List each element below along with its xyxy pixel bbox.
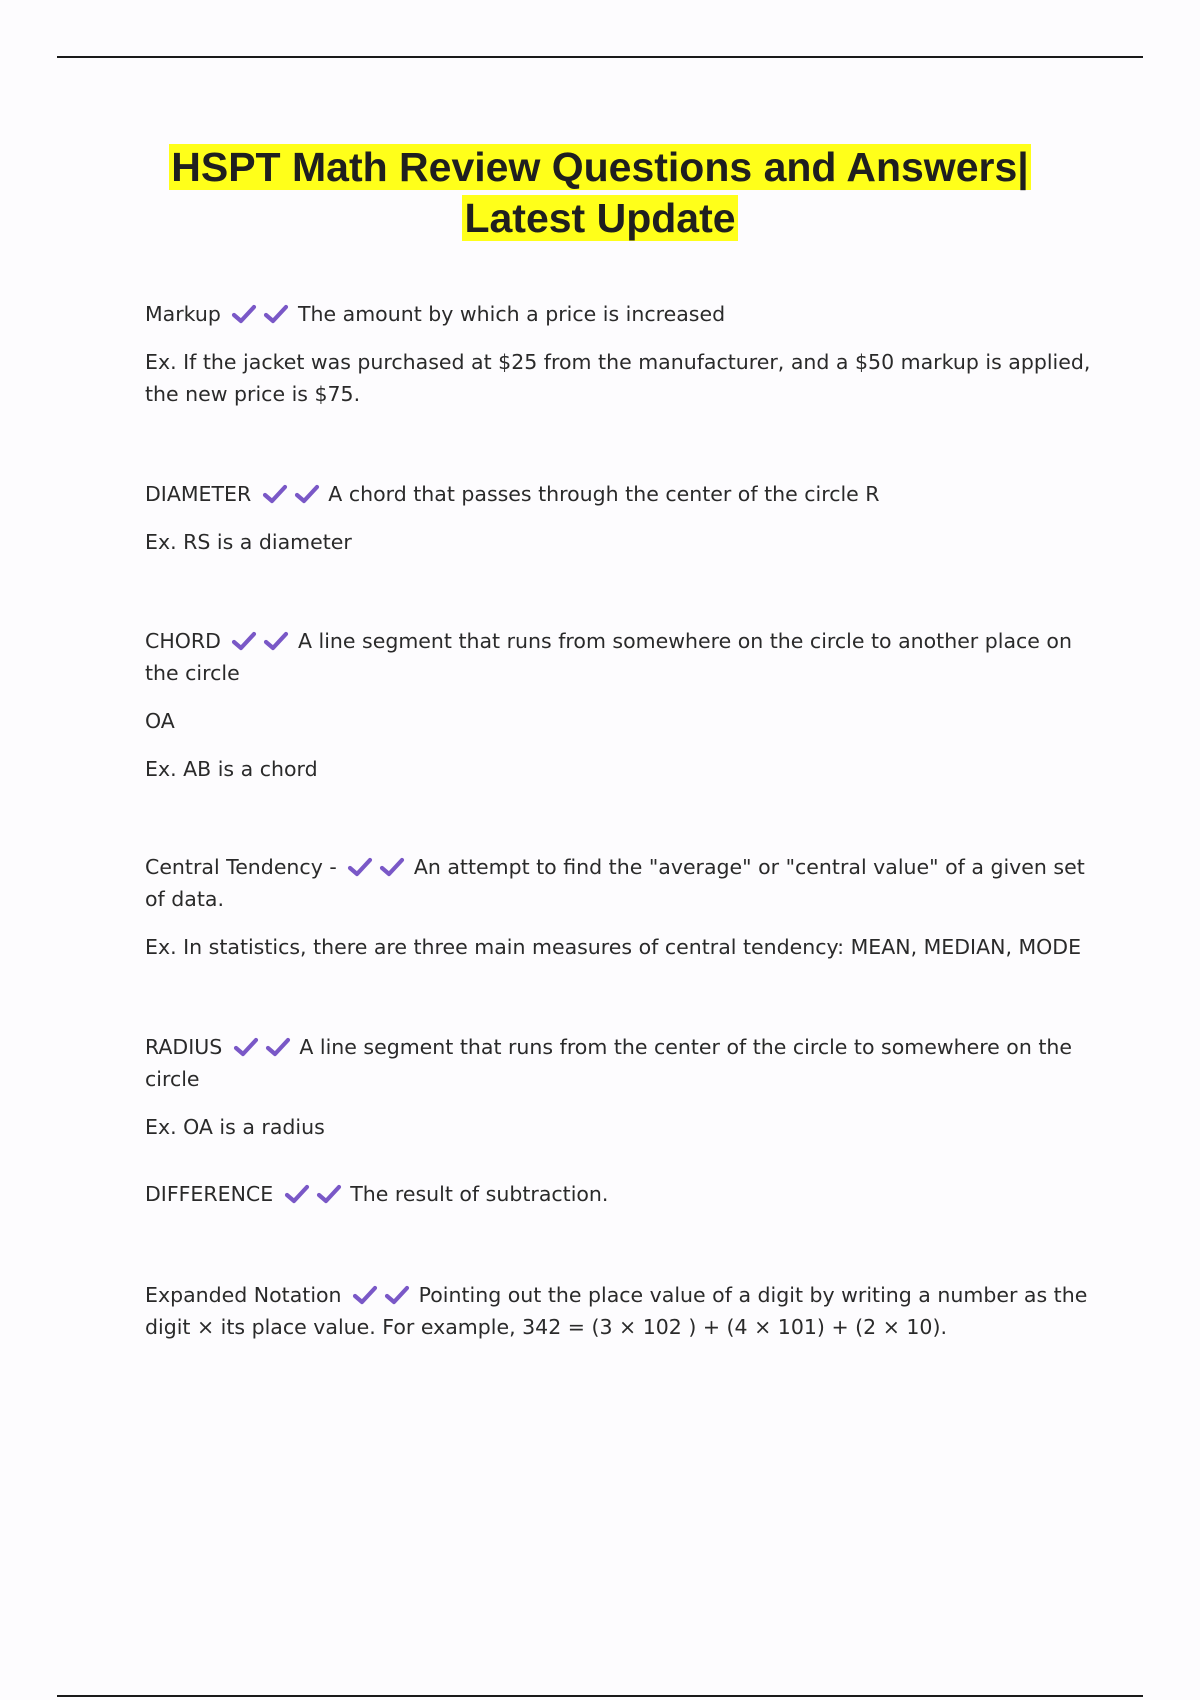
entry-term: DIAMETER bbox=[145, 482, 252, 506]
check-mark-icon bbox=[265, 1037, 291, 1057]
entry-definition: A line segment that runs from the center of the circle to somewhere on the circle bbox=[145, 1035, 1073, 1091]
check-mark-icon bbox=[231, 631, 257, 651]
entry-term-line bbox=[145, 1178, 1095, 1210]
check-mark-icon bbox=[379, 857, 405, 877]
check-mark-icon bbox=[294, 484, 320, 504]
check-mark-icon bbox=[231, 304, 257, 324]
entry-term: DIFFERENCE bbox=[145, 1182, 274, 1206]
entry-term: CHORD bbox=[145, 629, 221, 653]
entry-term: Central Tendency - bbox=[145, 855, 337, 879]
check-mark-icon bbox=[284, 1184, 310, 1204]
entry-term-line bbox=[145, 625, 1095, 689]
check-mark-icon bbox=[347, 857, 373, 877]
check-mark-icon bbox=[316, 1184, 342, 1204]
bottom-rule bbox=[57, 1695, 1143, 1697]
check-mark-icon bbox=[263, 304, 289, 324]
title-line-1: HSPT Math Review Questions and Answers| bbox=[171, 144, 1029, 190]
title-line-2: Latest Update bbox=[464, 195, 736, 241]
entry-definition: The result of subtraction. bbox=[350, 1182, 609, 1206]
entry-term: RADIUS bbox=[145, 1035, 223, 1059]
document-title bbox=[100, 142, 1100, 244]
entry-example: Ex. RS is a diameter bbox=[145, 530, 352, 554]
glossary-entry-difference bbox=[145, 1178, 1095, 1210]
glossary-entry-central-tendency bbox=[145, 851, 1095, 963]
entry-term-line bbox=[145, 1031, 1095, 1095]
check-mark-icon bbox=[263, 631, 289, 651]
entry-example: Ex. OA is a radius bbox=[145, 1115, 325, 1139]
glossary-entry-diameter bbox=[145, 478, 1095, 558]
entry-term-line bbox=[145, 298, 1095, 330]
check-mark-icon bbox=[384, 1285, 410, 1305]
top-rule bbox=[57, 56, 1143, 58]
entry-note: OA bbox=[145, 709, 175, 733]
entry-example: Ex. In statistics, there are three main measures of central tendency: MEAN, MEDIAN, MODE bbox=[145, 935, 1082, 959]
glossary-entry-radius bbox=[145, 1031, 1095, 1143]
entry-example: Ex. If the jacket was purchased at $25 from the manufacturer, and a $50 markup is applied, the new price is $75. bbox=[145, 350, 1091, 406]
entry-term-line bbox=[145, 478, 1095, 510]
entry-definition: An attempt to find the "average" or "central value" of a given set of data. bbox=[145, 855, 1085, 911]
glossary-entry-chord bbox=[145, 625, 1095, 785]
glossary-entry-expanded-notation bbox=[145, 1279, 1095, 1343]
entry-definition: A line segment that runs from somewhere on the circle to another place on the circle bbox=[145, 629, 1072, 685]
check-mark-icon bbox=[262, 484, 288, 504]
entry-example: Ex. AB is a chord bbox=[145, 757, 318, 781]
glossary-entry-markup bbox=[145, 298, 1095, 410]
entry-definition: Pointing out the place value of a digit by writing a number as the digit × its place value. For example, 342 = (3 × 102 ) + (4 × 101) + (2 × 10). bbox=[145, 1283, 1088, 1339]
entry-term-line bbox=[145, 851, 1095, 915]
entry-definition: The amount by which a price is increased bbox=[298, 302, 726, 326]
entry-definition: A chord that passes through the center of the circle R bbox=[328, 482, 880, 506]
entry-term: Expanded Notation bbox=[145, 1283, 342, 1307]
check-mark-icon bbox=[352, 1285, 378, 1305]
entry-term-line bbox=[145, 1279, 1095, 1343]
entry-term: Markup bbox=[145, 302, 221, 326]
check-mark-icon bbox=[233, 1037, 259, 1057]
